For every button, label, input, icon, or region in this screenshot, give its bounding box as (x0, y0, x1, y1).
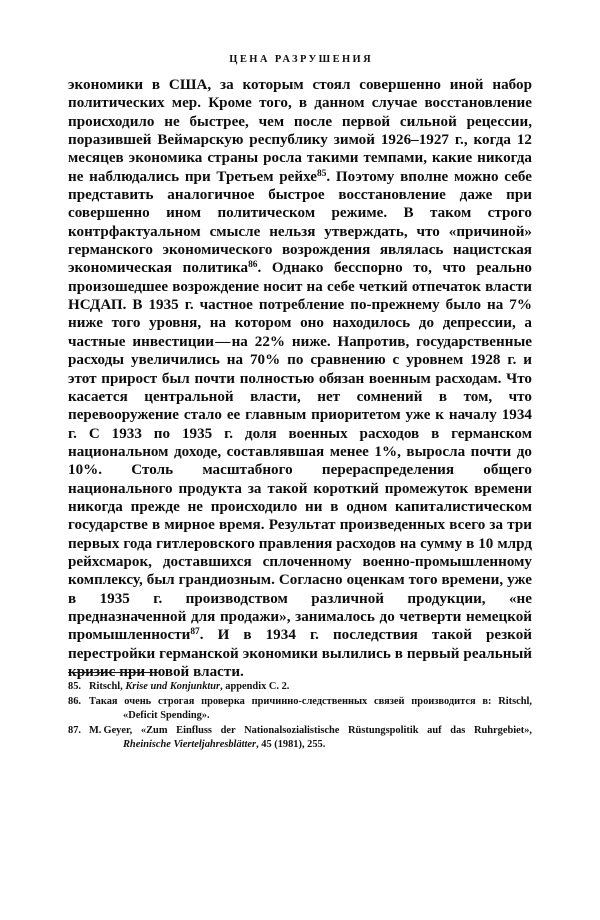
footnotes-block (68, 680, 532, 753)
footnote-text: Такая очень строгая проверка причинно-следственных связей производится в: Ritschl, «Deficit Spending». (89, 695, 532, 722)
footnote-separator-rule (68, 672, 158, 673)
footnote-number: 85. (68, 681, 81, 692)
body-text-column (68, 76, 532, 681)
footnote-number: 87. (68, 724, 81, 736)
footnote-item (68, 695, 532, 724)
footnote-text: M. Geyer, «Zum Einfluss der Nationalsozialistische Rüstungspolitik auf das Ruhrgebiet», Rheinische Vierteljahresblätter, 45 (1981), 255. (89, 724, 532, 751)
footnote-number: 86. (68, 695, 81, 707)
body-paragraph: экономики в США, за которым стоял совершенно иной набор политических мер. Кроме того, в данном случае восстановление происходило не быстрее, чем после первой сильной рецессии, поразившей Веймарскую республику зимой 1926–1927 г., когда 12 месяцев экономика страны росла такими темпами, какие никогда не наблюдались при Третьем рейхе$^{85}$. Поэтому вполне можно себе представить аналогичное быстрое восстановление даже при совершенно ином политическом режиме. В таком строго контрфактуальном смысле нельзя утверждать, что «причиной» германского экономического возрождения являлась нацистская экономическая политика$^{86}$. Однако бесспорно то, что реально произошедшее возрождение носит на себе четкий отпечаток власти НСДАП. В 1935 г. частное потребление по-прежнему было на 7% ниже того уровня, на котором оно находилось до депрессии, а частные инвестиции — на 22% ниже. Напротив, государственные расходы увеличились на 70% по сравнению с уровнем 1928 г. и этот прирост был почти полностью обязан военным расходам. Что касается центральной власти, нет сомнений в том, что перевооружение стало ее главным приоритетом уже к началу 1934 г. С 1933 по 1935 г. доля военных расходов в германском национальном доходе, составлявшая менее 1%, выросла почти до 10%. Столь масштабного перераспределения общего национального продукта за такой короткий промежуток времени никогда прежде не происходило ни в одном капиталистическом государстве в мирное время. Результат произведенных всего за три первых года гитлеровского правления расходов на сумму в 10 млрд рейхсмарок, доставшихся сплоченному военно-промышленному комплексу, был грандиозным. Согласно оценкам того времени, уже в 1935 г. производством различной продукции, «не предназначенной для продажи», занималось до четверти немецкой промышленности$^{87}$. И в 1934 г. последствия такой резкой перестройки германской экономики вылились в первый реальный кризис при новой власти. (68, 77, 532, 680)
footnote-text: Ritschl, Krise und Konjunktur, appendix C. 2. (89, 681, 290, 692)
footnote-item (68, 724, 532, 753)
running-header-title: ЦЕНА РАЗРУШЕНИЯ (229, 54, 374, 65)
footnote-item (68, 680, 532, 694)
